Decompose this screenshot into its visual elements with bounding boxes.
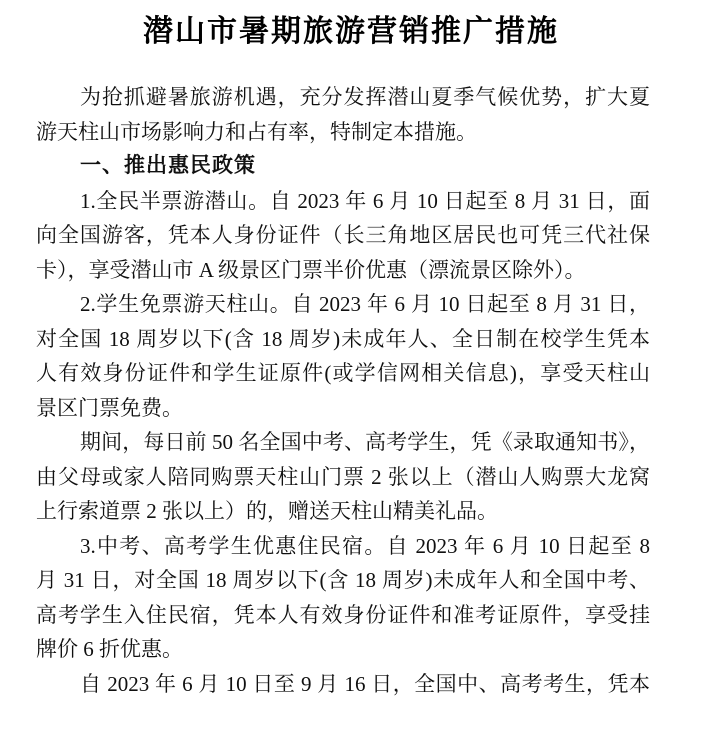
document-title bbox=[0, 6, 702, 50]
document-body bbox=[36, 80, 650, 701]
text-line: 月 31 日，对全国 18 周岁以下(含 18 周岁)未成年人和全国中考、 bbox=[36, 568, 650, 592]
text-line: 上行索道票 2 张以上）的，赠送天柱山精美礼品。 bbox=[36, 499, 498, 523]
text-line: 3.中考、高考学生优惠住民宿。自 2023 年 6 月 10 日起至 8 bbox=[80, 533, 650, 558]
text-line: 高考学生入住民宿，凭本人有效身份证件和准考证原件，享受挂 bbox=[36, 602, 650, 627]
text-line: 游天柱山市场影响力和占有率，特制定本措施。 bbox=[36, 119, 477, 144]
text-line: 2.学生免票游天柱山。自 2023 年 6 月 10 日起至 8 月 31 日， bbox=[80, 292, 650, 316]
text-line: 为抢抓避暑旅游机遇，充分发挥潜山夏季气候优势，扩大夏 bbox=[80, 85, 650, 109]
text-line: 由父母或家人陪同购票天柱山门票 2 张以上（潜山人购票大龙窝 bbox=[36, 464, 650, 489]
text-line: 景区门票免费。 bbox=[36, 395, 183, 420]
text-line: 牌价 6 折优惠。 bbox=[36, 637, 183, 661]
text-line: 1.全民半票游潜山。自 2023 年 6 月 10 日起至 8 月 31 日，面 bbox=[80, 188, 650, 213]
text-line: 期间，每日前 50 名全国中考、高考学生，凭《录取通知书》， bbox=[80, 430, 650, 454]
text-line: 自 2023 年 6 月 10 日至 9 月 16 日，全国中、高考考生，凭本 bbox=[80, 671, 650, 696]
document-title-text: 潜山市暑期旅游营销推广措施 bbox=[143, 15, 559, 48]
section-heading: 一、推出惠民政策 bbox=[80, 154, 256, 177]
text-line: 对全国 18 周岁以下(含 18 周岁)未成年人、全日制在校学生凭本 bbox=[36, 326, 650, 351]
text-line: 人有效身份证件和学生证原件(或学信网相关信息)，享受天柱山 bbox=[36, 361, 650, 385]
text-line: 向全国游客，凭本人身份证件（长三角地区居民也可凭三代社保 bbox=[36, 223, 650, 247]
text-line: 卡），享受潜山市 A 级景区门票半价优惠（漂流景区除外）。 bbox=[36, 257, 586, 282]
